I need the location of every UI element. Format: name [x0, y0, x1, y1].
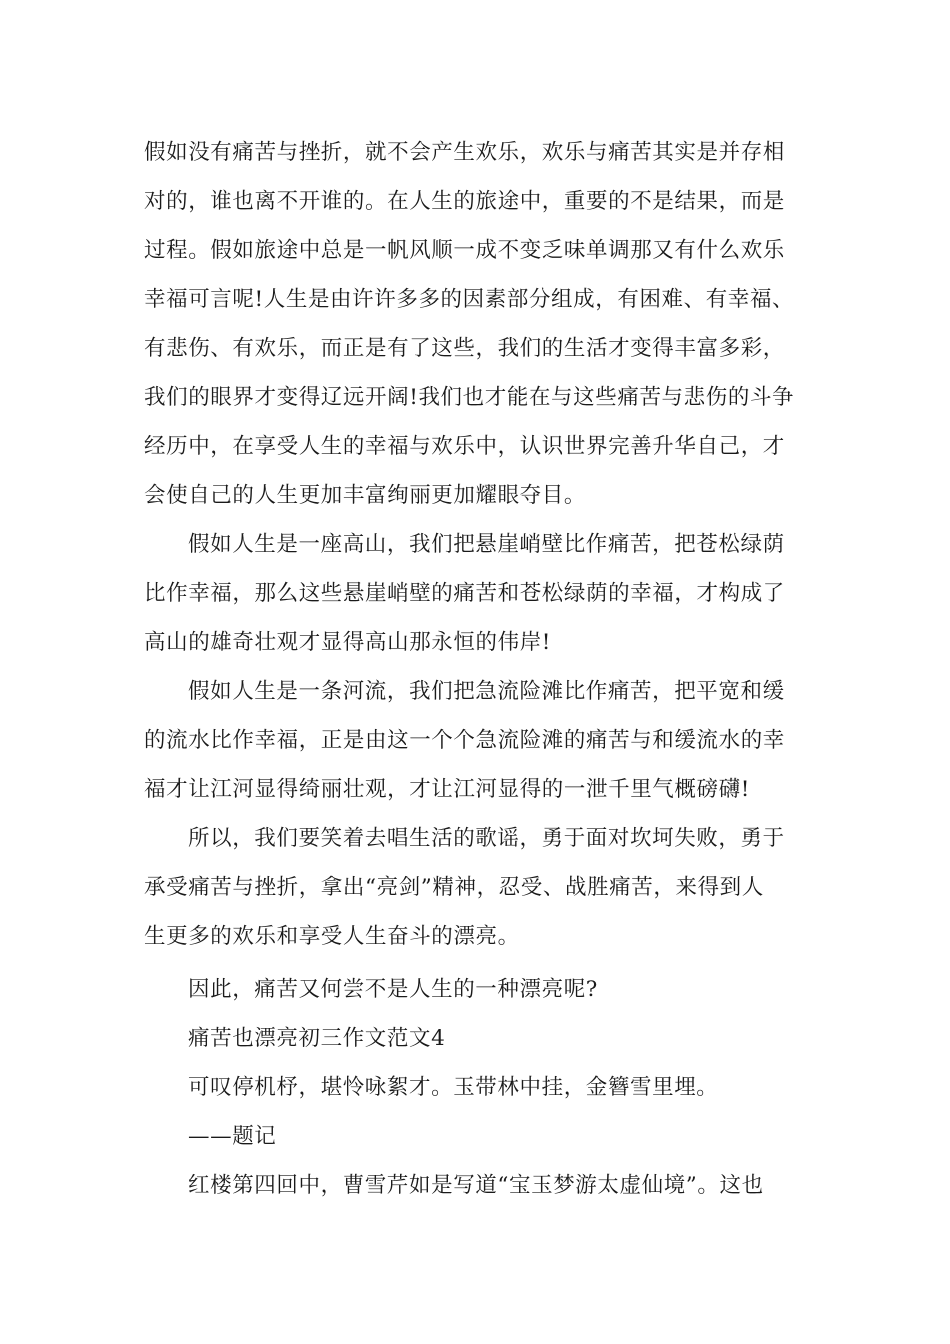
text-line: 痛苦也漂亮初三作文范文4 [188, 1026, 446, 1051]
text-line: 经历中，在享受人生的幸福与欢乐中，认识世界完善升华自己，才 [144, 434, 785, 459]
paragraph-2 [144, 520, 810, 667]
text-line: 假如没有痛苦与挫折，就不会产生欢乐，欢乐与痛苦其实是并存相 [144, 140, 785, 165]
text-line: 所以，我们要笑着去唱生活的歌谣，勇于面对坎坷失败，勇于 [188, 826, 785, 851]
text-line: 承受痛苦与挫折，拿出“亮剑”精神，忍受、战胜痛苦，来得到人 [144, 875, 764, 900]
text-line: 福才让江河显得绮丽壮观，才让江河显得的一泄千里气概磅礴! [144, 777, 750, 802]
text-line: 对的，谁也离不开谁的。在人生的旅途中，重要的不是结果，而是 [144, 189, 785, 214]
text-line: 高山的雄奇壮观才显得高山那永恒的伟岸! [144, 630, 552, 655]
text-line: 生更多的欢乐和享受人生奋斗的漂亮。 [144, 924, 520, 949]
text-line: 假如人生是一条河流，我们把急流险滩比作痛苦，把平宽和缓 [188, 679, 785, 704]
text-line: 我们的眼界才变得辽远开阔!我们也才能在与这些痛苦与悲伤的斗争 [144, 385, 795, 410]
text-line: ——题记 [188, 1124, 277, 1149]
text-line: 比作幸福，那么这些悬崖峭壁的痛苦和苍松绿荫的幸福，才构成了 [144, 581, 785, 606]
text-line: 假如人生是一座高山，我们把悬崖峭壁比作痛苦，把苍松绿荫 [188, 532, 785, 557]
paragraph-4 [144, 814, 810, 961]
document-page [144, 128, 810, 1210]
epigraph-attribution [144, 1112, 810, 1161]
paragraph-3 [144, 667, 810, 814]
paragraph-1 [144, 128, 810, 520]
paragraph-9 [144, 1161, 810, 1210]
text-line: 可叹停机杼，堪怜咏絮才。玉带林中挂，金簪雪里埋。 [188, 1075, 719, 1100]
text-line: 因此，痛苦又何尝不是人生的一种漂亮呢? [188, 977, 598, 1002]
text-line: 幸福可言呢!人生是由许许多多的因素部分组成，有困难、有幸福、 [144, 287, 795, 312]
paragraph-5 [144, 965, 810, 1014]
article-title [144, 1014, 810, 1063]
text-line: 红楼第四回中，曹雪芹如是写道“宝玉梦游太虚仙境”。这也 [188, 1173, 764, 1198]
text-line: 过程。假如旅途中总是一帆风顺一成不变乏味单调那又有什么欢乐 [144, 238, 785, 263]
text-line: 有悲伤、有欢乐，而正是有了这些，我们的生活才变得丰富多彩， [144, 336, 785, 361]
text-line: 会使自己的人生更加丰富绚丽更加耀眼夺目。 [144, 483, 587, 508]
epigraph-poem [144, 1063, 810, 1112]
text-line: 的流水比作幸福，正是由这一个个急流险滩的痛苦与和缓流水的幸 [144, 728, 785, 753]
